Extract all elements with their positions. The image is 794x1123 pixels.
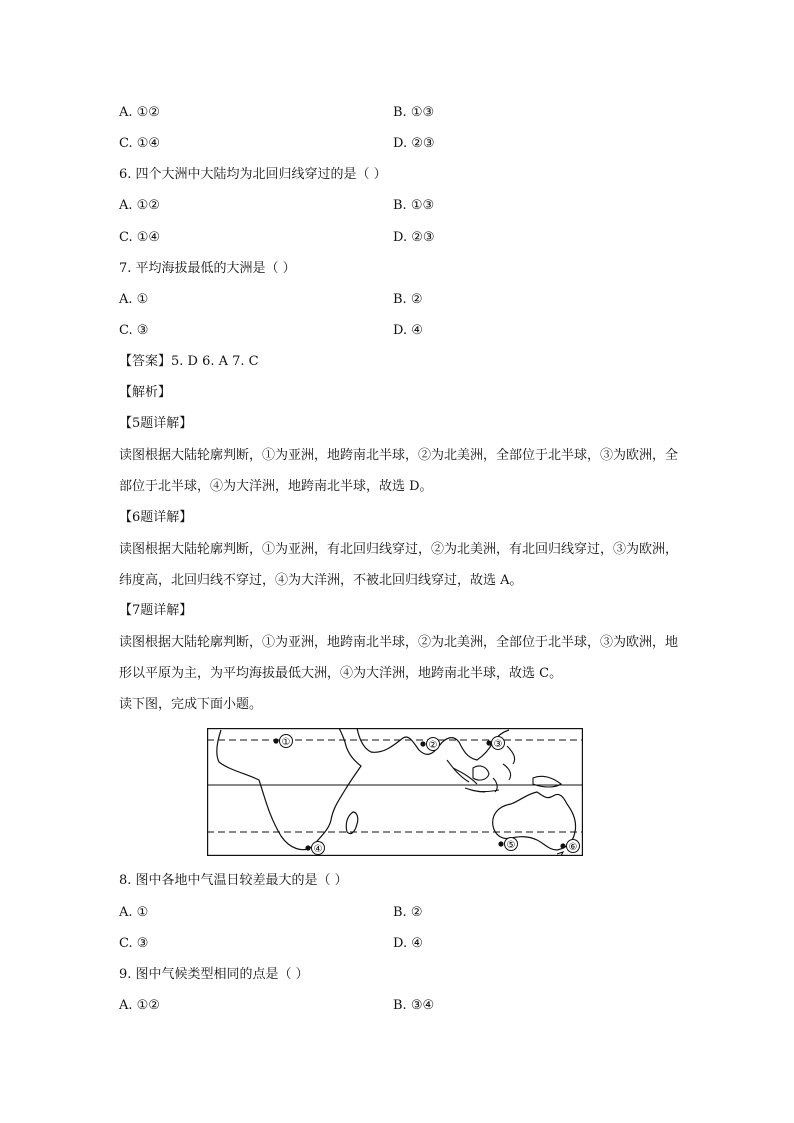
detail7-title: 【7题详解】 — [119, 603, 193, 618]
q8-stem: 8. 图中各地中气温日较差最大的是（ ） — [119, 873, 348, 888]
point-2-label: ② — [428, 740, 438, 751]
detail6-text: 读图根据大陆轮廓判断，①为亚洲，有北回归线穿过，②为北美洲，有北回归线穿过，③为欧洲，纬度高，北回归线不穿过，④为大洋洲，不被北回归线穿过，故选 A。 — [119, 542, 679, 588]
world-map-figure — [207, 728, 583, 856]
q6-option-b: B. ①③ — [393, 198, 435, 213]
point-1-label: ① — [281, 737, 291, 748]
map-intro: 读下图，完成下面小题。 — [119, 697, 263, 712]
q6-option-a: A. ①② — [119, 198, 160, 213]
q7-option-b: B. ② — [393, 292, 423, 307]
point-4-label: ④ — [313, 844, 323, 855]
q8-option-b: B. ② — [393, 905, 423, 920]
point-2-dot — [420, 741, 425, 746]
point-6-dot — [560, 843, 565, 848]
detail6-title: 【6题详解】 — [119, 510, 193, 525]
q8-option-a: A. ① — [119, 905, 149, 920]
point-5-dot — [498, 841, 503, 846]
detail5-title: 【5题详解】 — [119, 416, 193, 431]
q8-option-d: D. ④ — [393, 936, 423, 951]
q5-option-a: A. ①② — [119, 105, 160, 120]
q5-option-d: D. ②③ — [393, 136, 435, 151]
q6-option-c: C. ①④ — [119, 230, 161, 245]
analysis-heading: 【解析】 — [119, 385, 172, 400]
q5-option-c: C. ①④ — [119, 136, 161, 151]
answer-line: 【答案】5. D 6. A 7. C — [119, 354, 259, 369]
q8-option-c: C. ③ — [119, 936, 149, 951]
point-5-label: ⑤ — [506, 840, 516, 851]
q7-option-d: D. ④ — [393, 323, 423, 338]
q9-stem: 9. 图中气候类型相同的点是（ ） — [119, 967, 309, 982]
detail7-text: 读图根据大陆轮廓判断，①为亚洲，地跨南北半球，②为北美洲，全部位于北半球，③为欧洲，地形以平原为主，为平均海拔最低大洲，④为大洋洲，地跨南北半球，故选 C。 — [119, 635, 679, 681]
q7-option-c: C. ③ — [119, 323, 149, 338]
q5-option-b: B. ①③ — [393, 105, 435, 120]
q7-stem: 7. 平均海拔最低的大洲是（ ） — [119, 261, 296, 276]
q9-option-b: B. ③④ — [393, 998, 435, 1013]
point-1-dot — [273, 738, 278, 743]
point-6-label: ⑥ — [568, 842, 578, 853]
detail5-text: 读图根据大陆轮廓判断，①为亚洲，地跨南北半球，②为北美洲，全部位于北半球，③为欧洲，全部位于北半球，④为大洋洲，地跨南北半球，故选 D。 — [119, 448, 679, 494]
point-4-dot — [305, 845, 310, 850]
point-3-dot — [486, 740, 491, 745]
q7-option-a: A. ① — [119, 292, 149, 307]
q6-option-d: D. ②③ — [393, 230, 435, 245]
q9-option-a: A. ①② — [119, 998, 160, 1013]
q6-stem: 6. 四个大洲中大陆均为北回归线穿过的是（ ） — [119, 167, 387, 182]
point-3-label: ③ — [493, 739, 503, 750]
